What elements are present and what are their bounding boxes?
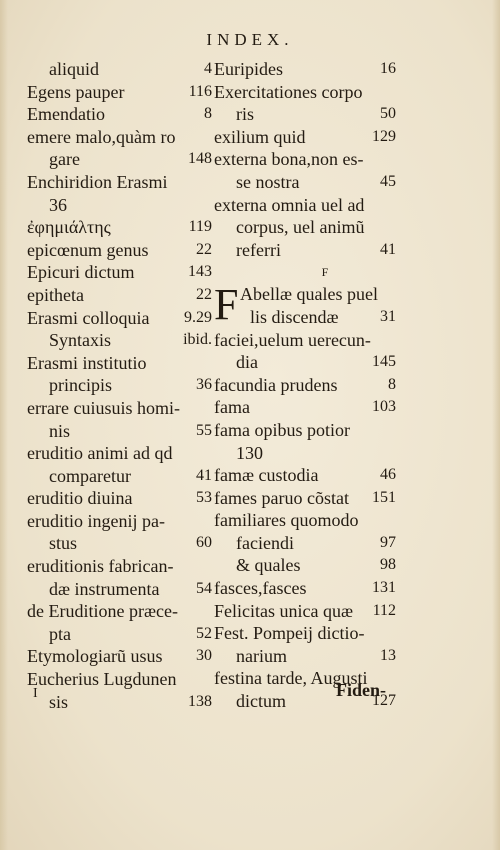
index-entry [27, 487, 212, 510]
index-entry [27, 645, 212, 668]
index-entry [214, 216, 396, 239]
index-term: faciei,uelum uerecun- [214, 329, 371, 350]
page-reference: 97 [380, 533, 396, 551]
index-term: ris [236, 104, 254, 125]
index-entry [27, 420, 212, 443]
index-term: exilium quid [214, 126, 306, 147]
index-term: Epicuri dictum [27, 262, 135, 283]
index-entry [27, 171, 212, 194]
index-entry [27, 307, 212, 330]
index-entry [240, 283, 396, 306]
index-term: facundia prudens [214, 374, 338, 395]
page-reference: 145 [372, 353, 396, 371]
index-term: comparetur [49, 465, 131, 486]
index-term: principis [49, 375, 112, 396]
page-reference: 119 [188, 218, 212, 236]
index-term: Exercitationes corpo [214, 81, 363, 102]
index-entry [214, 239, 396, 262]
index-term: fasces,fasces [214, 578, 307, 599]
index-term: eruditionis fabrican- [27, 556, 174, 577]
page-reference: ibid. [183, 331, 212, 349]
index-entry [27, 374, 212, 397]
page-reference: 103 [372, 398, 396, 416]
page-reference: 131 [372, 579, 396, 597]
index-term: pta [49, 623, 71, 644]
index-entry [27, 239, 212, 262]
index-term: se nostra [236, 171, 300, 192]
index-term: Abellæ quales puel [240, 284, 378, 305]
index-term: Erasmi institutio [27, 352, 147, 373]
index-term: corpus, uel animũ [236, 217, 365, 238]
index-entry [27, 261, 212, 284]
page-reference: 22 [196, 240, 212, 258]
page-reference: 36 [196, 376, 212, 394]
page-reference: 16 [380, 60, 396, 77]
index-term: fama [214, 397, 250, 418]
page-reference: 53 [196, 489, 212, 507]
index-entry [27, 194, 212, 217]
page-reference: 8 [204, 105, 212, 123]
index-term: Fest. Pompeij dictio- [214, 623, 365, 644]
index-entry [214, 103, 396, 126]
index-term: fama opibus potior [214, 419, 350, 440]
index-entry [27, 58, 212, 81]
right-column [214, 58, 396, 713]
page-reference: 138 [188, 692, 212, 710]
index-entry [240, 306, 396, 329]
page-reference: 127 [372, 692, 396, 710]
index-term: dictum [236, 691, 286, 712]
index-entry [214, 442, 396, 465]
page-edge-right [492, 0, 500, 850]
index-term: Felicitas unica quæ [214, 600, 353, 621]
index-entry [27, 126, 212, 149]
index-term: ἐφημιάλτης [27, 217, 111, 238]
index-entry [27, 600, 212, 623]
index-entry [214, 374, 396, 397]
signature-mark: I [33, 686, 38, 701]
index-term: narium [236, 645, 287, 666]
page-reference: 30 [196, 647, 212, 665]
page-reference: 116 [188, 82, 212, 100]
index-term: Emendatio [27, 104, 105, 125]
index-entry [214, 148, 396, 171]
index-entry [27, 397, 212, 420]
index-entry [214, 194, 396, 217]
index-entry [214, 600, 396, 623]
index-term: epicœnum genus [27, 239, 149, 260]
left-column [27, 58, 212, 713]
index-term: eruditio ingenij pa- [27, 510, 165, 531]
page-reference: 50 [380, 105, 396, 123]
index-entry [27, 532, 212, 555]
index-term: Etymologiarũ usus [27, 646, 163, 667]
page-reference: 41 [380, 240, 396, 258]
index-term: nis [49, 420, 71, 441]
page-reference: 45 [380, 172, 396, 190]
index-term: famæ custodia [214, 465, 319, 486]
index-term: dia [236, 352, 258, 373]
index-entry [27, 442, 212, 465]
index-term: sis [49, 691, 69, 712]
index-entry [214, 81, 396, 104]
index-term: Euripides [214, 59, 283, 79]
page-reference: 98 [380, 556, 396, 574]
index-term: errare cuiusuis homi- [27, 397, 180, 418]
index-entry [214, 419, 396, 442]
index-entry [27, 555, 212, 578]
index-entry [27, 510, 212, 533]
index-entry [27, 216, 212, 239]
index-term: fames paruo cõstat [214, 487, 349, 508]
index-entry [214, 126, 396, 149]
page-reference: 60 [196, 534, 212, 552]
section-letter: F [321, 265, 329, 280]
index-entry [214, 396, 396, 419]
index-term: de Eruditione præce- [27, 601, 178, 622]
catchword: Fiden- [336, 680, 387, 700]
index-entry [27, 623, 212, 646]
index-term: aliquid [49, 59, 99, 79]
index-term: referri [236, 239, 281, 260]
page-reference: 9.29 [184, 308, 212, 326]
page-reference: 55 [196, 421, 212, 439]
index-term: externa bona,non es- [214, 149, 364, 170]
index-entry [27, 578, 212, 601]
index-term: gare [49, 149, 80, 170]
index-term: Egens pauper [27, 81, 125, 102]
page-reference: 41 [196, 466, 212, 484]
index-entry [214, 509, 396, 532]
index-entry [214, 351, 396, 374]
index-term: Eucherius Lugdunen [27, 669, 177, 690]
index-term: Enchiridion Erasmi [27, 171, 168, 192]
page-reference: 4 [204, 60, 212, 77]
index-entry [214, 487, 396, 510]
index-entry [27, 691, 212, 714]
index-term: eruditio animi ad qd [27, 443, 173, 464]
page-reference: 52 [196, 624, 212, 642]
page-reference: 151 [372, 488, 396, 506]
index-entry [214, 464, 396, 487]
index-term: lis discendæ [250, 306, 339, 327]
index-entry [214, 645, 396, 668]
page-reference: 112 [372, 601, 396, 619]
index-term: externa omnia uel ad [214, 194, 365, 215]
index-entry [214, 532, 396, 555]
page-reference: 148 [188, 150, 212, 168]
page-reference: 8 [388, 375, 396, 393]
index-term: Syntaxis [49, 330, 112, 351]
index-entry [27, 329, 212, 352]
index-entry [214, 58, 396, 81]
index-entry [27, 284, 212, 307]
index-term: & quales [236, 555, 301, 576]
index-entry [214, 577, 396, 600]
index-term: epitheta [27, 284, 84, 305]
index-term: eruditio diuina [27, 488, 133, 509]
index-term: festina tarde, Augusti [214, 668, 368, 689]
index-term: stus [49, 533, 78, 554]
index-entry [27, 81, 212, 104]
page-reference: 129 [372, 127, 396, 145]
dropcap-entry [214, 280, 396, 330]
index-term: 130 [236, 442, 263, 463]
page-reference: 46 [380, 466, 396, 484]
page-reference: 22 [196, 285, 212, 303]
index-term: 36 [49, 194, 67, 215]
page-reference: 54 [196, 579, 212, 597]
page-reference: 31 [380, 307, 396, 325]
index-term: familiares quomodo [214, 510, 359, 531]
index-entry [214, 622, 396, 645]
index-entry [214, 554, 396, 577]
index-entry [27, 668, 212, 691]
index-term: Erasmi colloquia [27, 307, 150, 328]
index-term: emere malo,quàm ro [27, 126, 176, 147]
index-entry [27, 352, 212, 375]
index-entry [27, 148, 212, 171]
page-header: INDEX. [206, 30, 294, 49]
page-reference: 143 [188, 263, 212, 281]
index-entry [27, 103, 212, 126]
index-entry [214, 329, 396, 352]
page-reference: 13 [380, 646, 396, 664]
index-term: dæ instrumenta [49, 578, 160, 599]
page-edge-left [0, 0, 8, 850]
index-term: faciendi [236, 532, 294, 553]
index-entry [27, 465, 212, 488]
dropcap-letter: F [214, 280, 239, 330]
index-entry [214, 171, 396, 194]
